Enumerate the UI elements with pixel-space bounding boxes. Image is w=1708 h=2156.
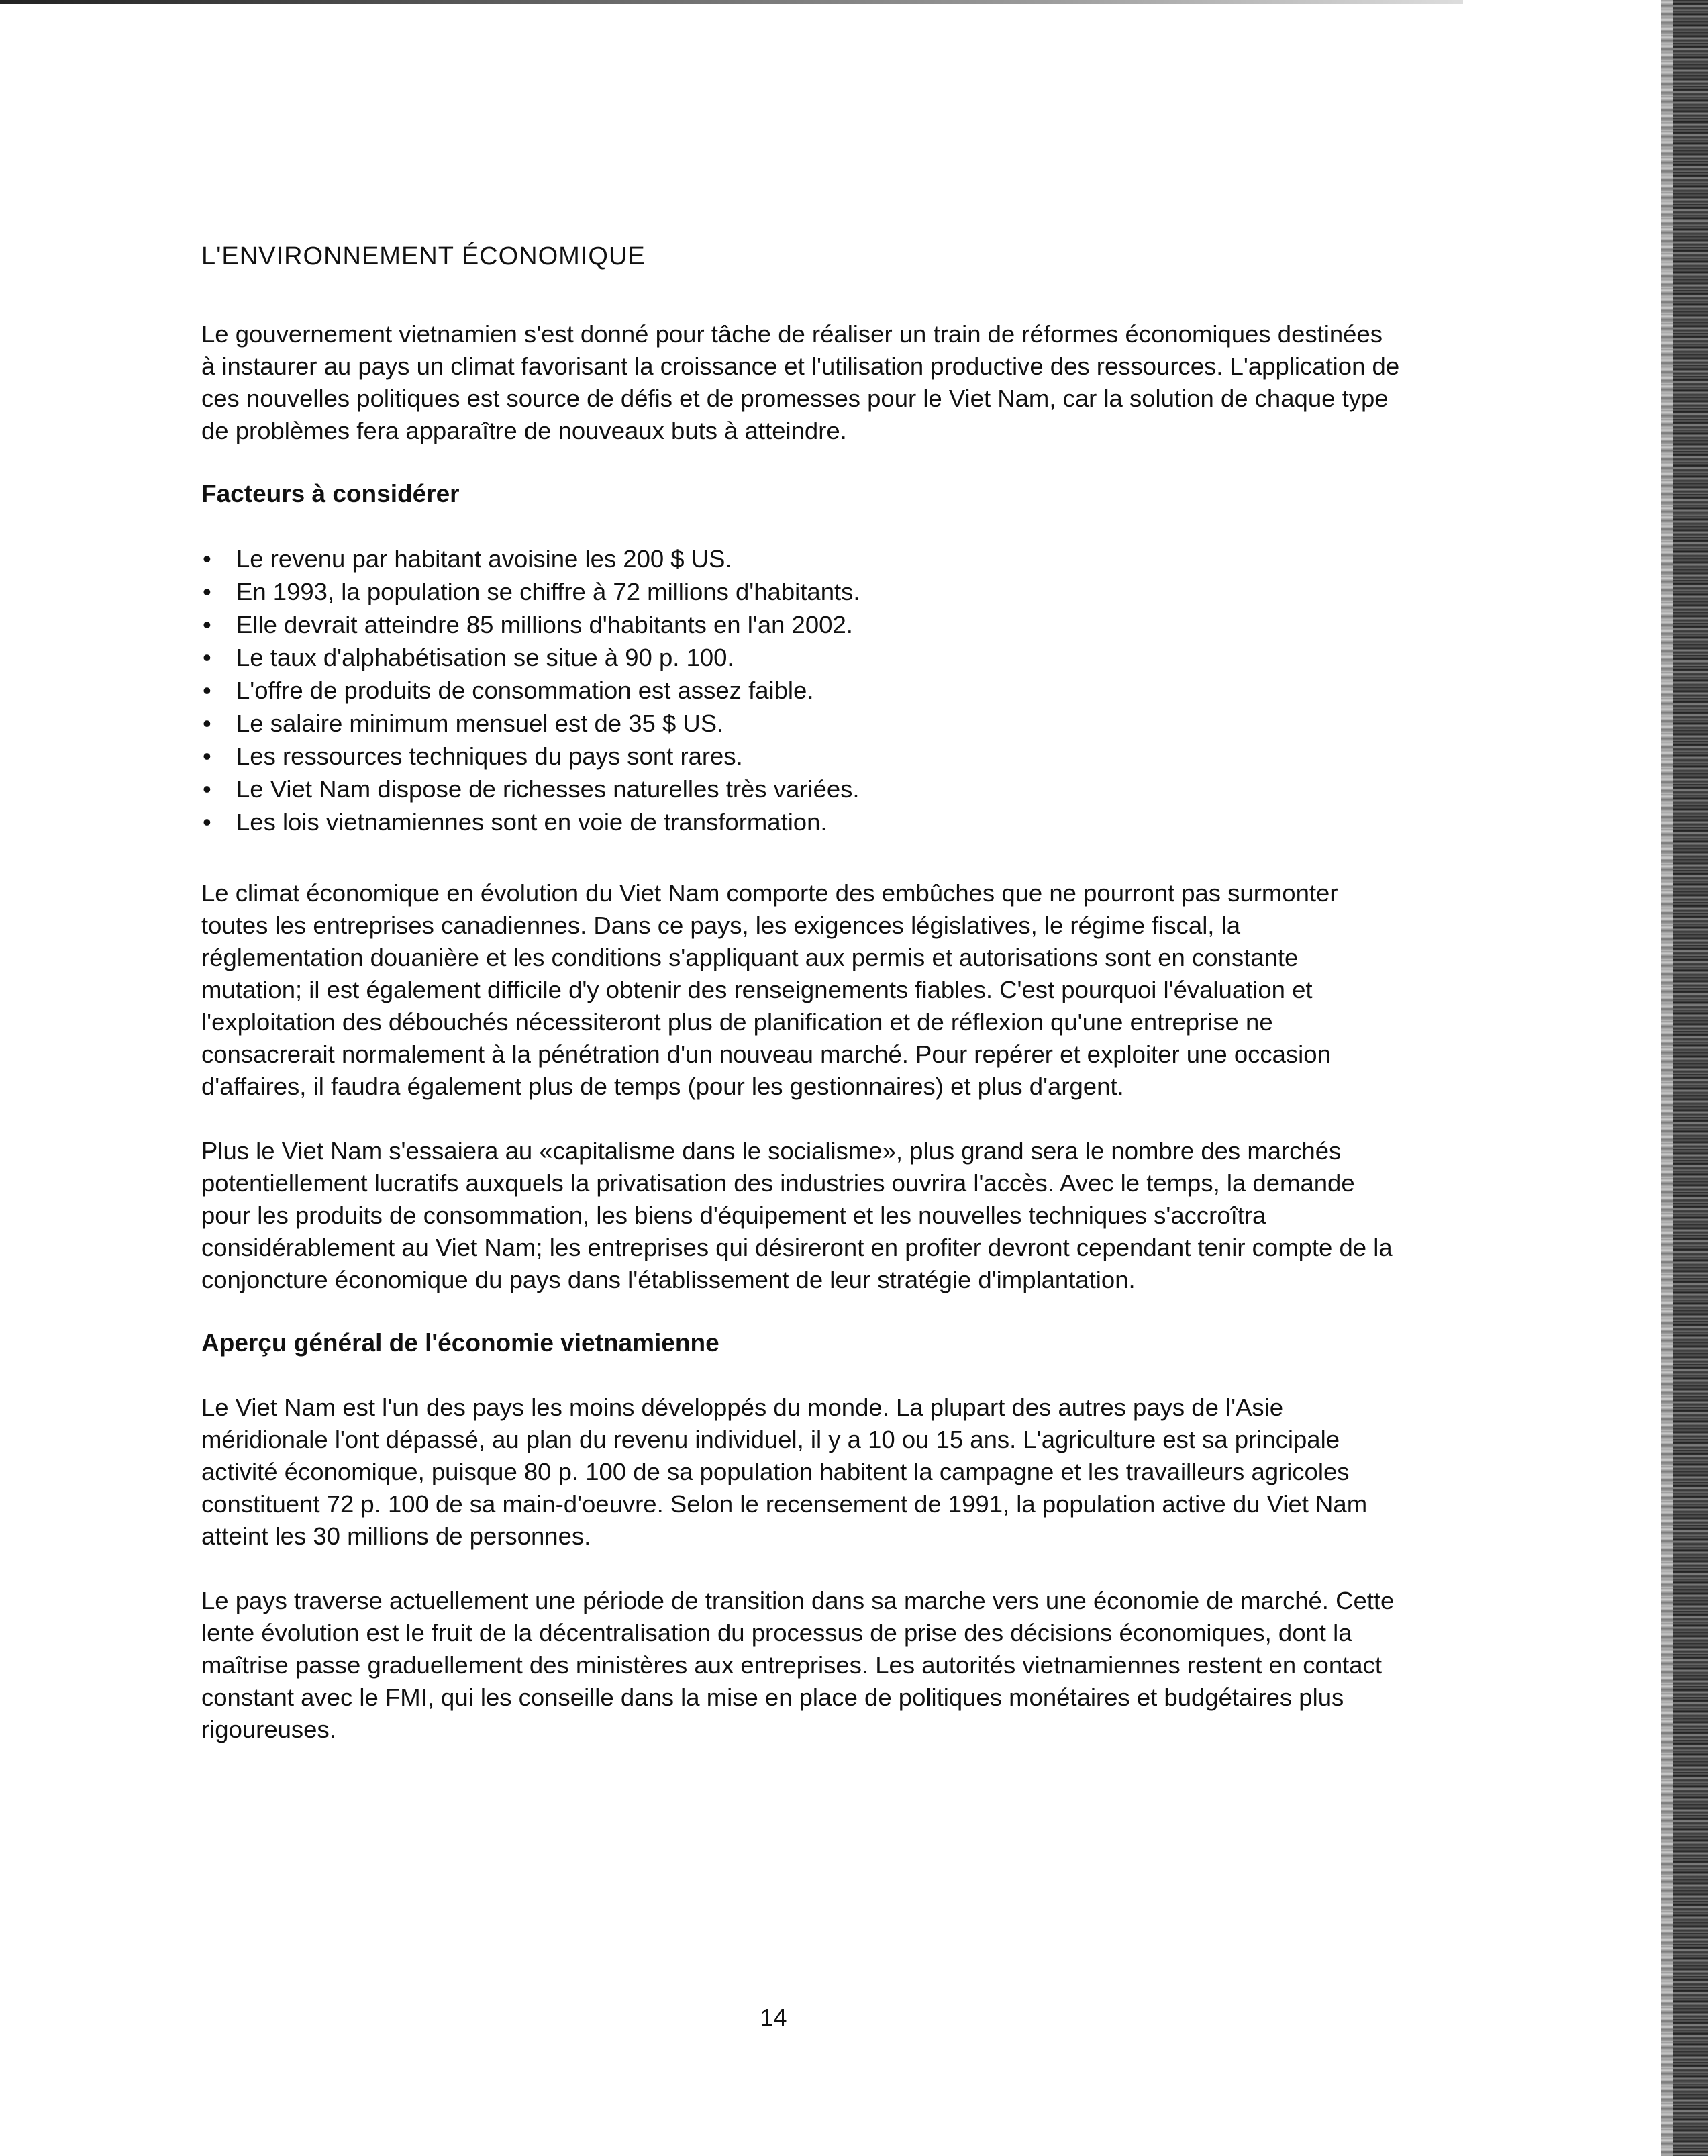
overview-paragraph: Le Viet Nam est l'un des pays les moins développés du monde. La plupart des autres pays de l'Asie méridionale l'ont dépassé, au plan du revenu individuel, il y a 10 ou 15 ans. L'agriculture est sa principale activité économique, puisque 80 p. 100 de sa population habitent la campagne et les travailleurs agricoles constituent 72 p. 100 de sa main-d'oeuvre. Selon le recensement de 1991, la population active du Viet Nam atteint les 30 millions de personnes. xyxy=(201,1393,1368,1551)
factor-item: • En 1993, la population se chiffre à 72 millions d'habitants. xyxy=(201,575,1389,608)
document-body xyxy=(181,242,1400,1778)
scan-right-edge xyxy=(1661,0,1708,2156)
factor-item: • Le revenu par habitant avoisine les 200 $ US. xyxy=(201,542,1389,575)
factors-heading: Facteurs à considérer xyxy=(201,479,460,507)
factor-item: • Elle devrait atteindre 85 millions d'habitants en l'an 2002. xyxy=(201,608,1389,641)
factor-item: • Le taux d'alphabétisation se situe à 90 p. 100. xyxy=(201,641,1389,674)
climate-paragraph: Le climat économique en évolution du Viet Nam comporte des embûches que ne pourront pas surmonter toutes les entreprises canadiennes. Dans ce pays, les exigences législatives, le régime fiscal, la réglementation douanière et les conditions s'appliquant aux permis et autorisations sont en constante mutation; il est également difficile d'y obtenir des renseignements fiables. C'est pourquoi l'évaluation et l'exploitation des débouchés nécessiteront plus de planification et de réflexion qu'une entreprise ne consacrerait normalement à la pénétration d'un nouveau marché. Pour repérer et exploiter une occasion d'affaires, il faudra également plus de temps (pour les gestionnaires) et plus d'argent. xyxy=(201,879,1338,1100)
factor-item: • Les ressources techniques du pays sont rares. xyxy=(201,740,1389,773)
factors-list xyxy=(201,542,1389,838)
overview-heading: Aperçu général de l'économie vietnamienne xyxy=(201,1328,719,1357)
factor-item: • Le Viet Nam dispose de richesses naturelles très variées. xyxy=(201,773,1389,805)
factor-item: • L'offre de produits de consommation est assez faible. xyxy=(201,674,1389,707)
intro-paragraph: Le gouvernement vietnamien s'est donné pour tâche de réaliser un train de réformes économiques destinées à instaurer au pays un climat favorisant la croissance et l'utilisation productive des ressources. L'application de ces nouvelles politiques est source de défis et de promesses pour le Viet Nam, car la solution de chaque type de problèmes fera apparaître de nouveaux buts à atteindre. xyxy=(201,320,1400,444)
capitalism-paragraph: Plus le Viet Nam s'essaiera au «capitalisme dans le socialisme», plus grand sera le nombre des marchés potentiellement lucratifs auxquels la privatisation des industries ouvrira l'accès. Avec le temps, la demande pour les produits de consommation, les biens d'équipement et les nouvelles techniques s'accroîtra considérablement au Viet Nam; les entreprises qui désireront en profiter devront cependant tenir compte de la conjoncture économique du pays dans l'établissement de leur stratégie d'implantation. xyxy=(201,1136,1393,1293)
scan-top-rule xyxy=(0,0,1463,4)
transition-paragraph: Le pays traverse actuellement une période de transition dans sa marche vers une économie de marché. Cette lente évolution est le fruit de la décentralisation du processus de prise des décisions économiques, dont la maîtrise passe graduellement des ministères aux entreprises. Les autorités vietnamiennes restent en contact constant avec le FMI, qui les conseille dans la mise en place de politiques monétaires et budgétaires plus rigoureuses. xyxy=(201,1587,1395,1744)
factor-item: • Les lois vietnamiennes sont en voie de transformation. xyxy=(201,805,1389,838)
page-number: 14 xyxy=(760,2004,787,2031)
section-heading: L'ENVIRONNEMENT ÉCONOMIQUE xyxy=(201,242,646,271)
factor-item: • Le salaire minimum mensuel est de 35 $ US. xyxy=(201,707,1389,740)
